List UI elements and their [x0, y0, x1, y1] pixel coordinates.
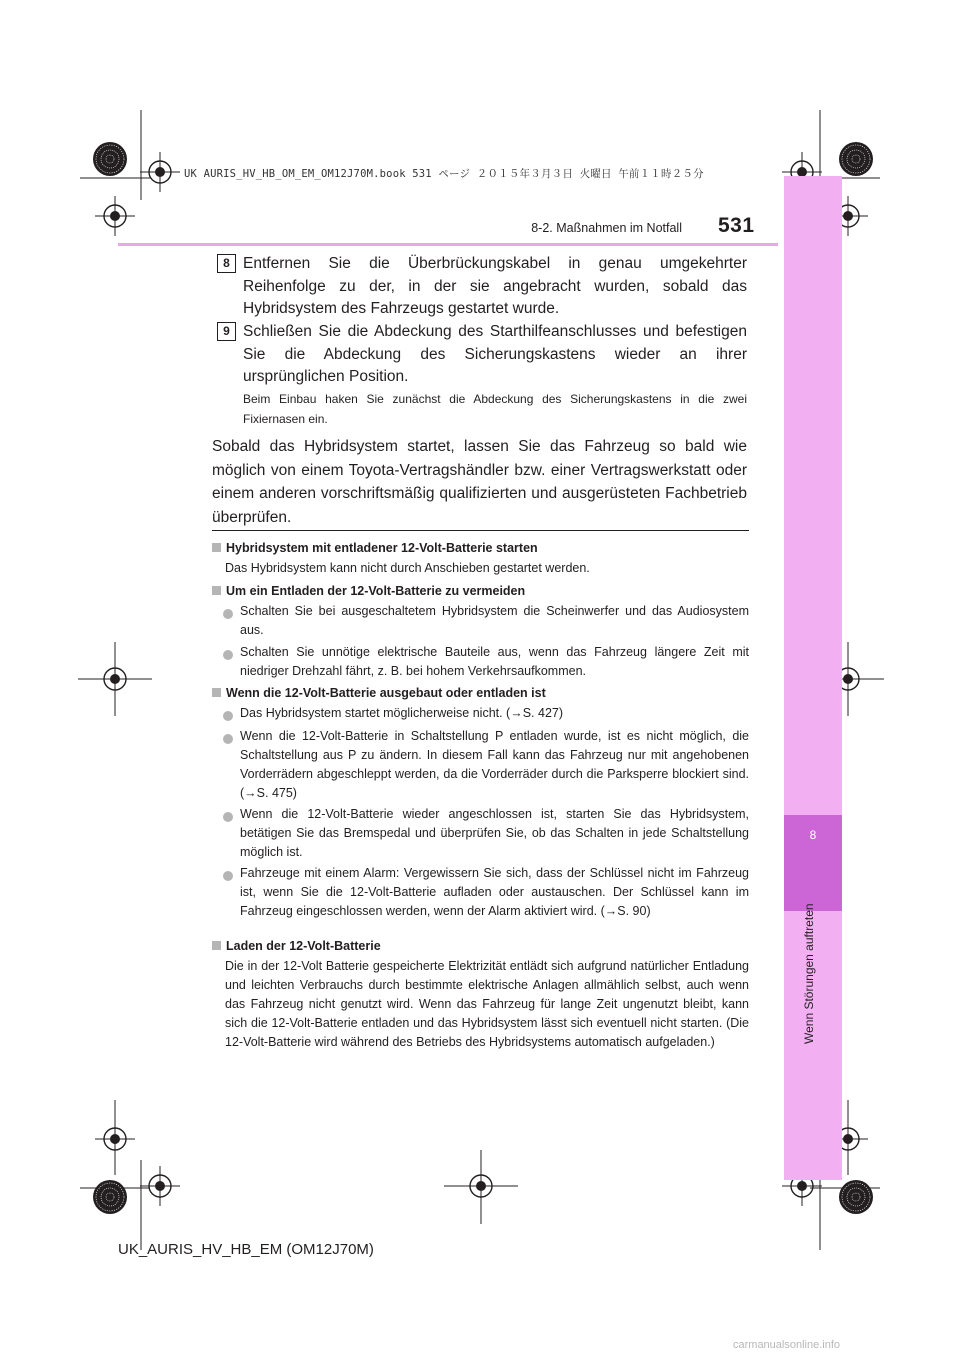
list-item: Wenn die 12-Volt-Batterie in Schaltstellung P entladen wurde, ist es nicht möglich, die Schaltstellung aus P zu ändern. In diesem Fall kann das Fahrzeug nur mit angehobenen Vorderrädern abgeschleppt werden, da die Vorderräder durch die Parksperre blockiert sind. (→S. 475) — [240, 729, 749, 800]
section-heading: Wenn die 12-Volt-Batterie ausgebaut oder entladen ist — [212, 686, 546, 700]
closing-paragraph: Sobald das Hybridsystem startet, lassen Sie das Fahrzeug so bald wie möglich von einem Toyota-Vertragshändler bzw. einer Vertragswerkstatt oder einem anderen vorschriftsmäßig qualifizierten und ausgerüsteten Fachbetrieb überprüfen. — [212, 438, 747, 526]
list-item: Fahrzeuge mit einem Alarm: Vergewissern Sie sich, dass der Schlüssel nicht im Fahrzeug ist, wenn Sie die 12-Volt-Batterie aufladen oder austauschen. Der Schlüssel kann im Fahrzeug eingeschlossen werden, wenn der Alarm aktiviert wird. (→S. 90) — [240, 866, 749, 918]
step-number-box: 8 — [217, 254, 236, 273]
step-text: Entfernen Sie die Überbrückungskabel in genau umgekehrter Reihenfolge zu der, in der sie angebracht wurden, sobald das Hybridsystem des Fahrzeugs gestartet wurde. — [243, 255, 747, 317]
section-text: Das Hybridsystem kann nicht durch Anschieben gestartet werden. — [225, 561, 590, 575]
bullet-dot-icon — [223, 871, 233, 881]
section-heading: Hybridsystem mit entladener 12-Volt-Batterie starten — [212, 541, 538, 555]
chapter-title-vertical: Wenn Störungen auftreten — [802, 903, 816, 1044]
section-divider — [212, 530, 749, 531]
square-bullet-icon — [212, 688, 221, 697]
book-file-info: UK AURIS_HV_HB_OM_EM_OM12J70M.book 531 ページ ２０１５年３月３日 火曜日 午前１１時２５分 — [184, 168, 704, 180]
section-text: Die in der 12-Volt Batterie gespeicherte Elektrizität entlädt sich aufgrund natürlicher Entladung und leichten Verbrauchs durch bestimmte elektrische Anlagen allmählich selbst, auch wenn das Fahrzeug nicht genutzt wird. Wenn das Fahrzeug für lange Zeit ungenutzt bleibt, kann sich die 12-Volt-Batterie entladen und das Hybridsystem lässt sich eventuell nicht starten. (Die 12-Volt-Batterie wird während des Betriebs des Hybridsystems automatisch aufgeladen.) — [225, 959, 749, 1049]
bullet-dot-icon — [223, 711, 233, 721]
page-number: 531 — [718, 214, 755, 237]
step-text: Schließen Sie die Abdeckung des Starthilfeanschlusses und befestigen Sie die Abdeckung des Sicherungskastens wieder an ihrer ursprünglichen Position. — [243, 323, 747, 385]
header-rule — [118, 243, 778, 246]
list-item: Schalten Sie unnötige elektrische Bauteile aus, wenn das Fahrzeug längere Zeit mit niedriger Drehzahl fährt, z. B. bei hohem Verkehrsaufkommen. — [240, 645, 749, 678]
list-item: Wenn die 12-Volt-Batterie wieder angeschlossen ist, starten Sie das Hybridsystem, betätigen Sie das Bremspedal und überprüfen Sie, ob das Schalten in jede Schaltstellung möglich ist. — [240, 807, 749, 859]
square-bullet-icon — [212, 586, 221, 595]
document-code: UK_AURIS_HV_HB_EM (OM12J70M) — [118, 1241, 374, 1258]
section-heading: Laden der 12-Volt-Batterie — [212, 939, 381, 953]
step-note: Beim Einbau haken Sie zunächst die Abdeckung des Sicherungskastens in die zwei Fixiernasen ein. — [243, 392, 747, 426]
square-bullet-icon — [212, 543, 221, 552]
list-item: Schalten Sie bei ausgeschaltetem Hybridsystem die Scheinwerfer und das Audiosystem aus. — [240, 604, 749, 637]
bullet-dot-icon — [223, 812, 233, 822]
chapter-header: 8-2. Maßnahmen im Notfall — [531, 221, 682, 235]
list-item: Das Hybridsystem startet möglicherweise nicht. (→S. 427) — [240, 706, 564, 720]
section-heading: Um ein Entladen der 12-Volt-Batterie zu vermeiden — [212, 584, 525, 598]
chapter-number: 8 — [809, 828, 817, 842]
bullet-dot-icon — [223, 734, 233, 744]
square-bullet-icon — [212, 941, 221, 950]
watermark: carmanualsonline.info — [733, 1339, 841, 1351]
bullet-dot-icon — [223, 650, 233, 660]
bullet-dot-icon — [223, 609, 233, 619]
step-number-box: 9 — [217, 322, 236, 341]
